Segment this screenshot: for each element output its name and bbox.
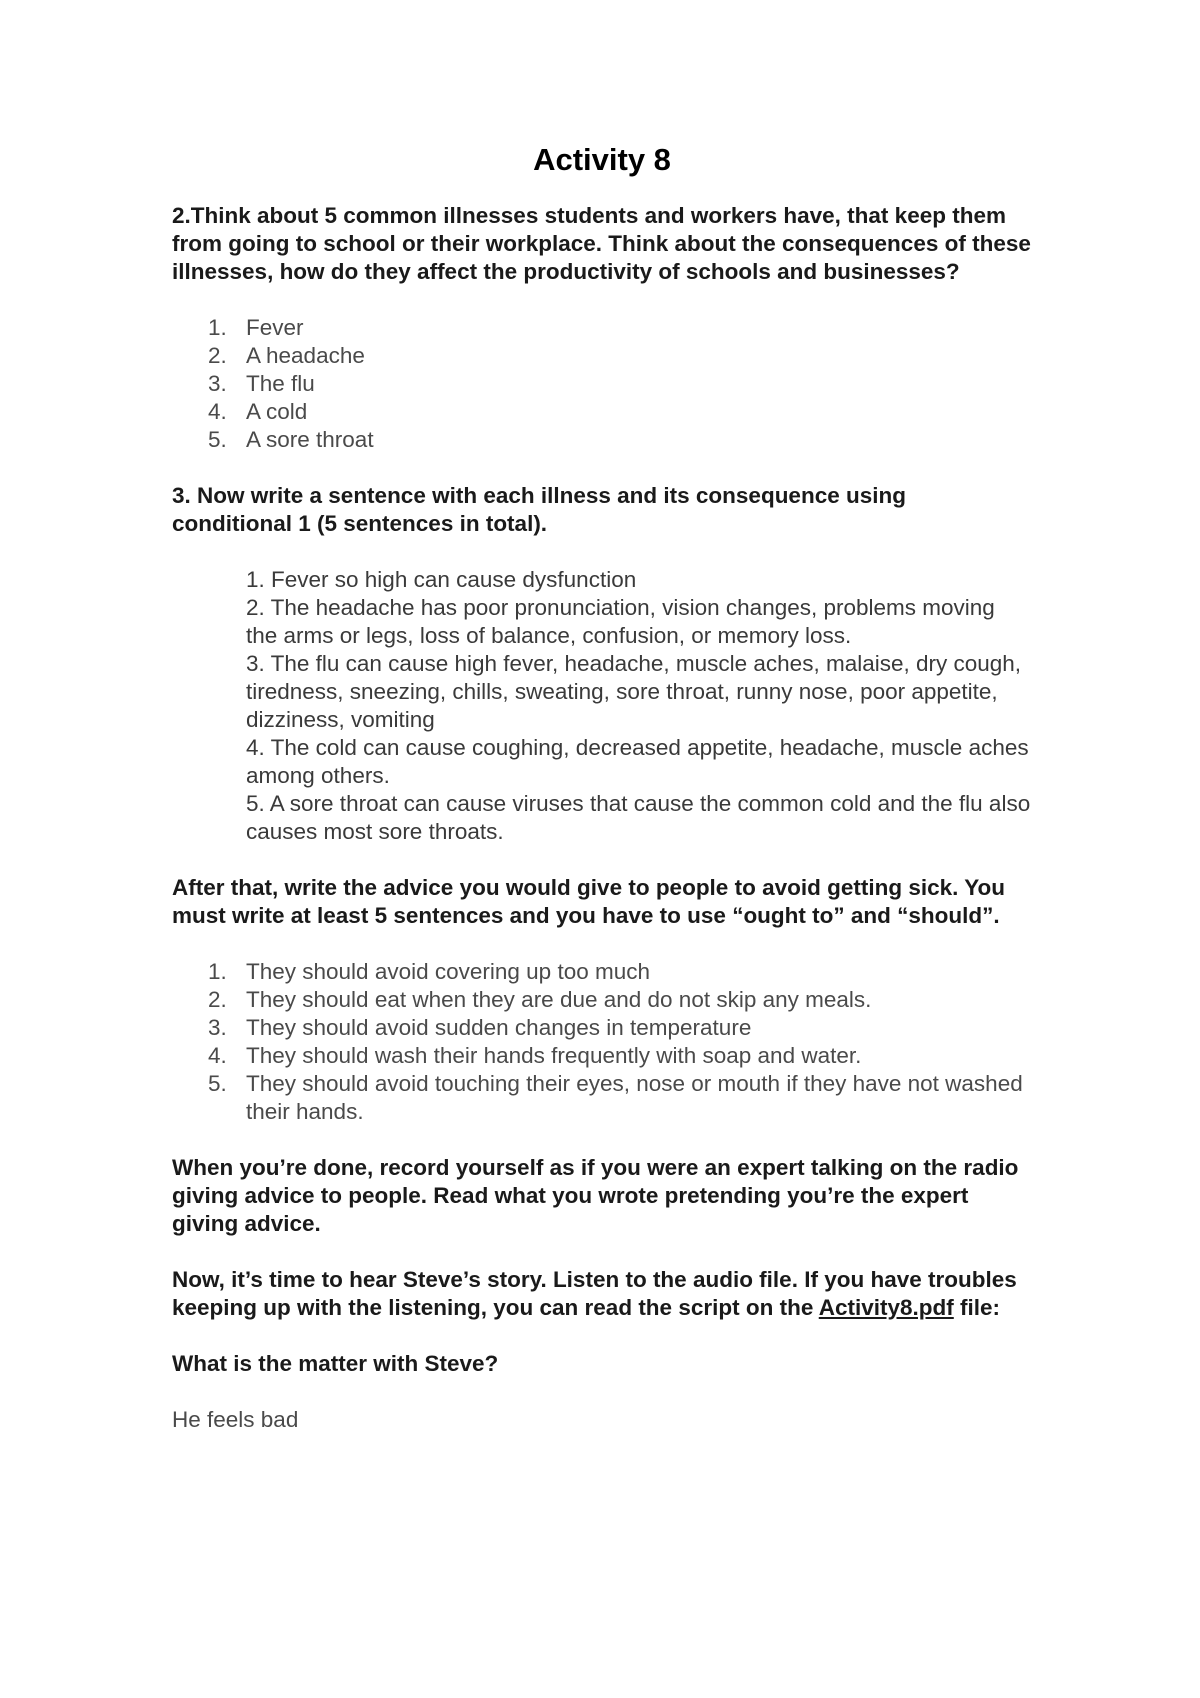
list-item: 4. They should wash their hands frequently with soap and water. bbox=[208, 1043, 862, 1068]
document-content bbox=[172, 140, 1032, 1434]
list-item: 2. A headache bbox=[208, 343, 365, 368]
activity8-pdf-link[interactable]: Activity8.pdf bbox=[818, 1295, 954, 1320]
list-item: 2. They should eat when they are due and do not skip any meals. bbox=[208, 987, 872, 1012]
question-2-prompt: 2.Think about 5 common illnesses students and workers have, that keep them from going to school or their workplace. Think about the consequences of these illnesses, how do they affect the productivity of schools and businesses? bbox=[172, 203, 1031, 284]
list-item: 3. The flu bbox=[208, 371, 315, 396]
list-item: 4. A cold bbox=[208, 399, 308, 424]
advice-list bbox=[172, 958, 1032, 1126]
illness-list bbox=[172, 314, 1032, 454]
consequence-sentences bbox=[172, 566, 1032, 846]
steve-answer: He feels bad bbox=[172, 1407, 299, 1432]
sentence-item: 2. The headache has poor pronunciation, vision changes, problems moving the arms or legs, loss of balance, confusion, or memory loss. bbox=[246, 595, 995, 648]
list-item: 5. They should avoid touching their eyes, nose or mouth if they have not washed their hands. bbox=[208, 1071, 1023, 1124]
list-item: 5. A sore throat bbox=[208, 427, 374, 452]
sentence-item: 3. The flu can cause high fever, headache, muscle aches, malaise, dry cough, tiredness, sneezing, chills, sweating, sore throat, runny nose, poor appetite, dizziness, vomiting bbox=[246, 651, 1022, 732]
list-item: 3. They should avoid sudden changes in temperature bbox=[208, 1015, 752, 1040]
record-prompt: When you’re done, record yourself as if you were an expert talking on the radio giving advice to people. Read what you wrote pretending you’re the expert giving advice. bbox=[172, 1155, 1019, 1236]
advice-prompt: After that, write the advice you would give to people to avoid getting sick. You must write at least 5 sentences and you have to use “ought to” and “should”. bbox=[172, 875, 1006, 928]
list-item: 1. Fever bbox=[208, 315, 304, 340]
steve-question: What is the matter with Steve? bbox=[172, 1351, 499, 1376]
question-3-prompt: 3. Now write a sentence with each illness and its consequence using conditional 1 (5 sentences in total). bbox=[172, 483, 906, 536]
list-item: 1. They should avoid covering up too much bbox=[208, 959, 650, 984]
listen-prompt: Now, it’s time to hear Steve’s story. Listen to the audio file. If you have troubles keeping up with the listening, you can read the script on the Activity8.pdf file: bbox=[172, 1267, 1017, 1320]
sentence-item: 5. A sore throat can cause viruses that cause the common cold and the flu also causes most sore throats. bbox=[246, 791, 1031, 844]
sentence-item: 4. The cold can cause coughing, decreased appetite, headache, muscle aches among others. bbox=[246, 735, 1029, 788]
sentence-item: 1. Fever so high can cause dysfunction bbox=[246, 567, 637, 592]
page-title: Activity 8 bbox=[533, 142, 671, 177]
